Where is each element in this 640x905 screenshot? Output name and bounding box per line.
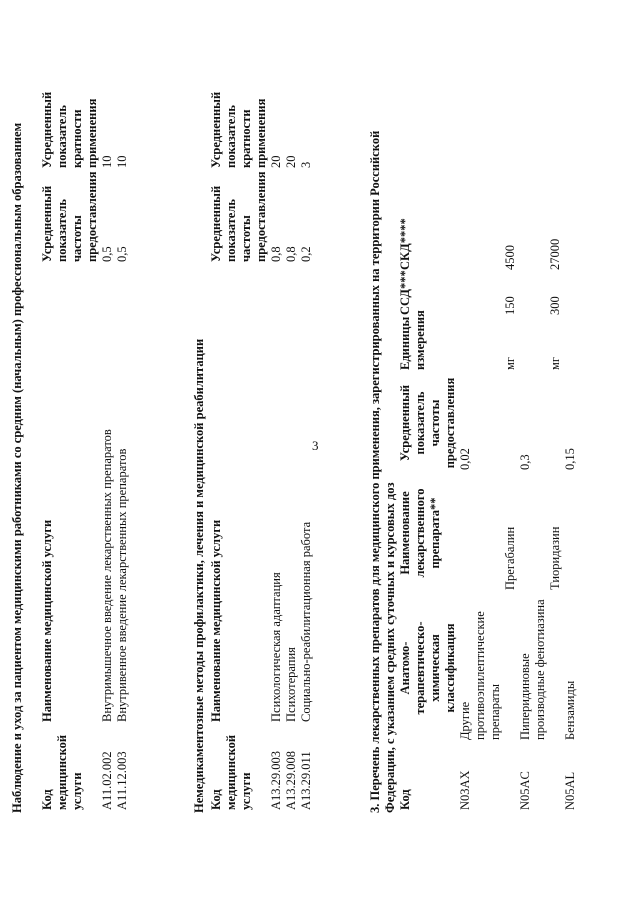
s3-r3-code: N05AC [518, 771, 532, 810]
s1-r2-frequency: 0,5 [115, 246, 129, 262]
s3-r3-skd [518, 83, 548, 273]
s1-r1-frequency: 0,5 [100, 246, 114, 262]
table-row [269, 83, 284, 813]
s3-r4-unit: мг [548, 356, 562, 370]
section2-title: Немедикаментозные методы профилактики, лечения и медицинской реабилитации [192, 338, 206, 813]
section2-table [209, 83, 314, 813]
s1-r1-name: Внутримышечное введение лекарственных препаратов [100, 429, 114, 722]
s2-r3-code: A13.29.011 [299, 751, 313, 810]
s2-r2-name: Психотерапия [284, 647, 298, 722]
s3-r2-ssd: 150 [503, 296, 517, 315]
section3-table [398, 83, 578, 813]
table-row [115, 83, 130, 813]
table-row [548, 83, 563, 813]
s3-r1-atc: Другие противоэпилептические препараты [458, 611, 502, 740]
s1-r1-multiplicity: 10 [100, 155, 114, 168]
table-row [503, 83, 518, 813]
s3-r4-skd: 27000 [548, 238, 562, 270]
section3-title: 3. Перечень лекарственных препаратов для медицинского применения, зарегистрированных на территории Российской Федерации, с указанием средних суточных и курсовых доз [368, 130, 397, 813]
s3-col-ssd: ССД*** [398, 270, 412, 315]
table-row [518, 83, 548, 813]
s2-r1-name: Психологическая адаптация [269, 572, 283, 722]
s3-r1-unit [458, 318, 503, 373]
s2-col-multiplicity: Усредненный показатель кратности применения [209, 91, 268, 168]
table-row [284, 83, 299, 813]
s3-r4-frequency [548, 373, 563, 473]
s3-r2-atc [503, 593, 518, 743]
s1-col-frequency: Усредненный показатель частоты предоставления [40, 171, 99, 262]
s1-r2-code: A11.12.003 [115, 751, 129, 810]
section1-table [40, 83, 130, 813]
table-row [299, 83, 314, 813]
s2-r2-frequency: 0,8 [284, 246, 298, 262]
s3-r1-drug [458, 473, 503, 593]
s3-r1-code: N03AX [458, 770, 472, 810]
s2-r2-multiplicity: 20 [284, 155, 298, 168]
s3-col-drug-name: Наименование лекарственного препарата** [398, 488, 442, 578]
s3-r5-frequency: 0,15 [563, 448, 577, 470]
s3-r2-drug: Прегабалин [503, 526, 517, 590]
table-row [563, 83, 578, 813]
s1-r2-name: Внутривенное введение лекарственных препаратов [115, 448, 129, 722]
s3-col-frequency: Усредненный показатель частоты предоставления [398, 377, 457, 469]
s3-r3-atc: Пиперидиновые производные фенотиазина [518, 599, 547, 740]
s2-col-name: Наименование медицинской услуги [209, 519, 223, 722]
s3-r3-ssd [518, 273, 548, 318]
s3-r5-drug [563, 473, 578, 593]
page-number: 3 [312, 438, 319, 453]
s2-r2-code: A13.29.008 [284, 750, 298, 810]
s2-r1-frequency: 0,8 [269, 246, 283, 262]
s2-r3-frequency: 0,2 [299, 246, 313, 262]
s3-r1-frequency: 0,02 [458, 448, 472, 470]
s2-col-frequency: Усредненный показатель частоты предоставления [209, 171, 268, 262]
s3-col-atc: Анатомо-терапевтическо-химическая классификация [398, 621, 457, 715]
s1-r1-code: A11.02.002 [100, 751, 114, 810]
s3-r5-ssd [563, 273, 578, 318]
s2-r1-multiplicity: 20 [269, 155, 283, 168]
section3-header-row [398, 83, 458, 813]
section2-header-row [209, 83, 269, 813]
s3-r4-drug: Тиоридазин [548, 526, 562, 590]
s3-r3-drug [518, 473, 548, 593]
table-row [100, 83, 115, 813]
s2-col-code: Код медицинской услуги [209, 734, 253, 810]
s2-r3-name: Социально-реабилитационная работа [299, 521, 313, 722]
s3-r3-frequency: 0,3 [518, 454, 532, 470]
s3-r1-skd [458, 83, 503, 273]
s3-r5-code: N05AL [563, 771, 577, 810]
s1-col-multiplicity: Усредненный показатель кратности применения [40, 91, 99, 168]
s1-r2-multiplicity: 10 [115, 155, 129, 168]
s3-r2-code [503, 743, 518, 813]
s3-r2-skd: 4500 [503, 245, 517, 270]
s3-r5-unit [563, 318, 578, 373]
section1-header-row [40, 83, 100, 813]
s2-r1-code: A13.29.003 [269, 750, 283, 810]
s3-r4-atc [548, 593, 563, 743]
s3-col-unit: Единицы измерения [398, 310, 427, 370]
s3-r3-unit [518, 318, 548, 373]
s3-r4-ssd: 300 [548, 296, 562, 315]
s3-col-skd: СКД**** [398, 218, 412, 270]
s1-col-code: Код медицинской услуги [40, 734, 84, 810]
s2-r3-multiplicity: 3 [299, 161, 313, 168]
table-row [458, 83, 503, 813]
s3-r5-skd [563, 83, 578, 273]
s3-r5-atc: Бензамиды [563, 680, 577, 740]
s3-r2-frequency [503, 373, 518, 473]
s1-col-name: Наименование медицинской услуги [40, 519, 54, 722]
s3-r2-unit: мг [503, 356, 517, 370]
s3-r1-ssd [458, 273, 503, 318]
section1-title: Наблюдение и уход за пациентом медицинскими работниками со средним (начальным) профессиональным образованием [10, 122, 24, 813]
s3-r4-code [548, 743, 563, 813]
s3-col-code: Код [398, 789, 412, 810]
